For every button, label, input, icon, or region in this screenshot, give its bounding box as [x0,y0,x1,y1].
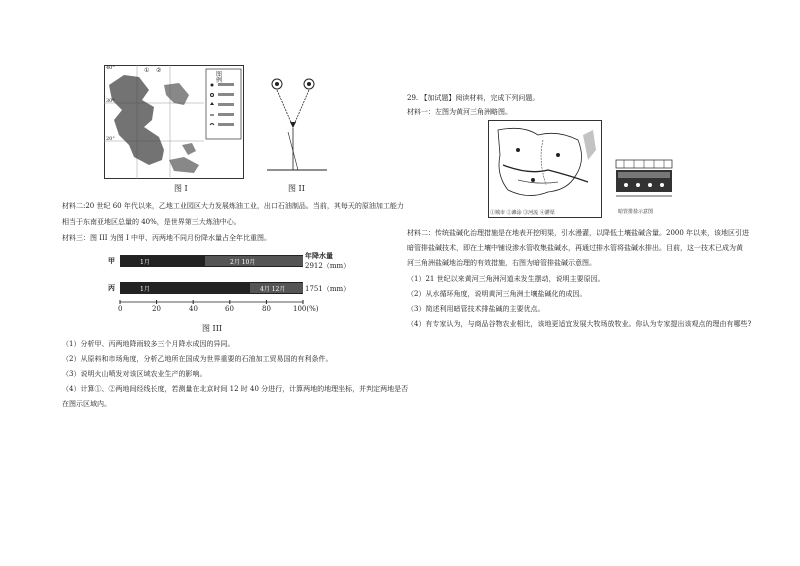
right-material-1: 材料一：左图为黄河三角洲略图。 [407,108,512,116]
left-question-3: （3）说明火山喷发对该区域农业生产的影响。 [62,370,207,378]
drainage-diagram [614,158,674,216]
map-lat-mid: 30° [106,98,115,104]
map-illustration [104,65,244,179]
delta-map-legend: ①城市 ②滩涂 ③河流 ④灌渠 [490,210,555,216]
left-question-2: （2）从原料和市场角度，分析乙地所在国成为世界重要的石油加工贸易国的有利条件。 [62,355,333,363]
row-1-seg2: 2月 10月 [230,259,256,266]
right-question-1: （1）21 世纪以来黄河三角洲河道未发生摆动，说明主要原因。 [407,275,605,283]
row-1-seg1: 1月 [140,259,150,266]
material-3-text: 材料三：图 III 为图 I 中甲、丙两地不同月份降水量占全年比重图。 [62,234,271,242]
right-question-4: （4）有专家认为，与商品谷物农业相比，该地更适宜发展大牧场放牧业。你认为专家提出该观点的理由有哪些? [407,320,752,328]
left-question-1: （1）分析甲、丙两地降雨较多三个月降水成因的异同。 [62,340,235,348]
legend-title-2: 例 [216,77,223,84]
yellow-river-delta-map [488,120,602,218]
row-2-value: 1751（mm） [305,285,351,293]
subsurface-drain-diagram [614,158,674,208]
figure-1-map [104,65,244,179]
row-2-label: 丙 [108,283,115,292]
tick-40: 40 [189,305,198,313]
tick-60: 60 [225,305,234,313]
map-label-1: ① [144,67,150,74]
right-material-2-line-2: 暗管排盐碱技术，即在土壤中铺设渗水管收集盐碱水，再通过排水管将盐碱水排出。目前，这一技术已成为黄 [407,244,743,252]
legend-title-1: 图 [216,71,223,78]
right-question-2: （2）从水循环角度，说明黄河三角洲土壤盐碱化的成因。 [407,290,587,298]
left-question-4: （4）计算①、②两地间经线长度，若测量在北京时间 12 时 40 分进行，计算两地的地理坐标，并判定两地是否 [62,385,409,393]
right-question-3: （3）简述利用暗管技术排盐碱的主要优点。 [407,305,545,313]
material-2-line-1: 材料二:20 世纪 60 年代以来，乙地工业园区大力发展炼油工业，出口石油制品。当前，其每天的原油加工能力 [62,202,404,210]
tick-0: 0 [118,305,123,313]
figure-3-chart [100,250,360,322]
right-material-2-line-1: 材料二：传统盐碱化治理措施是在地表开挖明渠，引水漫灌，以降低土壤盐碱含量。2000 年以来，该地区引进 [407,229,750,237]
row-1-value: 2912（mm） [305,262,351,270]
question-29-title: 29. 【加试题】阅读材料，完成下列问题。 [407,94,540,102]
row-2-seg1: 1月 [140,286,150,293]
row-2-seg2: 4月 12月 [260,286,286,293]
material-2-line-2: 相当于东南亚地区总量的 40%，是世界第三大炼油中心。 [62,218,241,226]
row-1-label: 甲 [108,256,115,265]
tick-100: 100(%) [293,305,319,313]
figure-2-diagram [262,72,332,182]
figure-3-caption: 图 III [202,324,223,333]
map-lat-top: 40° [106,65,115,71]
left-question-4-cont: 在图示区域内。 [62,400,111,408]
map-label-2: ② [156,67,162,74]
map-lat-bot: 20° [106,136,115,142]
tick-80: 80 [262,305,271,313]
right-material-2-line-3: 河三角洲盐碱地治理的有效措施，右图为暗管排盐碱示意图。 [407,259,596,267]
tick-20: 20 [152,305,161,313]
drainage-diagram-caption: 暗管排盐示意图 [618,209,654,215]
figure-1-caption: 图 I [174,184,188,193]
figure-2-caption: 图 II [288,184,305,193]
header-annual: 年降水量 [305,251,333,260]
delta-map-illustration [488,120,602,218]
sun-angle-diagram [262,72,332,182]
